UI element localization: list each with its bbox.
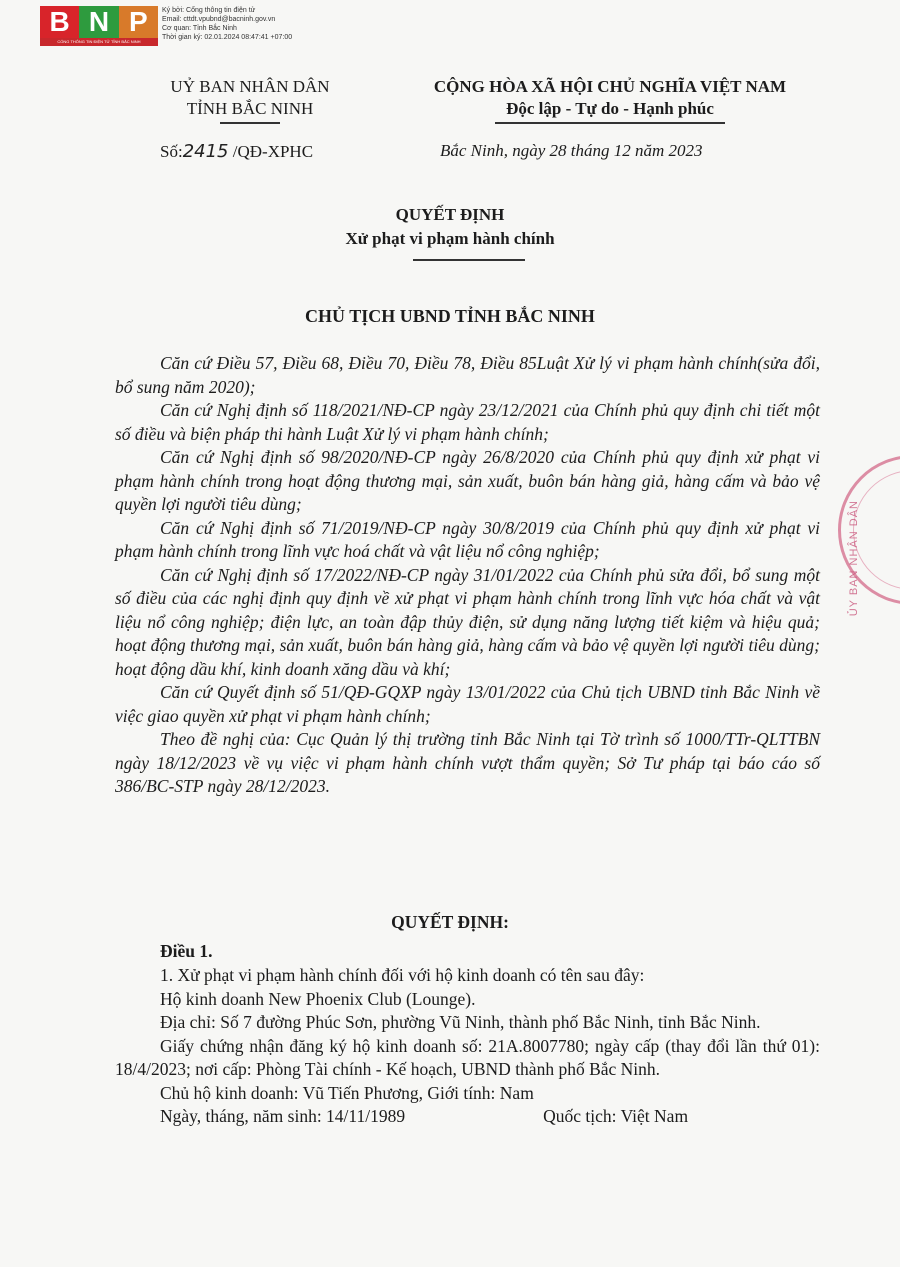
sign-time: Thời gian ký: 02.01.2024 08:47:41 +07:00 <box>162 34 293 41</box>
number-handwritten: 2415 <box>182 141 229 162</box>
legal-bases <box>115 352 820 799</box>
signer-email: Email: cttdt.vpubnd@bacninh.gov.vn <box>162 16 276 23</box>
motto: Độc lập - Tự do - Hạnh phúc <box>506 99 714 118</box>
signature-info <box>162 6 292 42</box>
article-heading: Điều 1. <box>160 941 213 961</box>
legal-basis: Theo đề nghị của: Cục Quản lý thị trường tỉnh Bắc Ninh tại Tờ trình số 1000/TTr-QLTTBN ngày 18/12/2023 về vụ việc vi phạm hành chính vượt thẩm quyền; Sở Tư pháp tại báo cáo số 386/BC-STP ngày 28/12/2023. <box>115 729 820 796</box>
digital-signature-box <box>40 6 292 46</box>
logo-letter-b: B <box>40 6 79 38</box>
document-number <box>160 141 313 162</box>
signer-agency: Cơ quan: Tỉnh Bắc Ninh <box>162 25 237 32</box>
bnp-logo <box>40 6 158 46</box>
divider <box>413 259 525 261</box>
owner-nationality: Quốc tịch: Việt Nam <box>543 1106 689 1126</box>
business-name: Hộ kinh doanh New Phoenix Club (Lounge). <box>160 988 476 1009</box>
owner-dob: Ngày, tháng, năm sinh: 14/11/1989 <box>160 1106 406 1126</box>
issuing-authority <box>145 76 355 124</box>
decision-heading: QUYẾT ĐỊNH: <box>391 912 509 932</box>
document-subtitle: Xử phạt vi phạm hành chính <box>345 229 555 248</box>
logo-strip: CỔNG THÔNG TIN ĐIỆN TỬ TỈNH BẮC NINH <box>40 38 158 46</box>
number-suffix: /QĐ-XPHC <box>228 142 314 161</box>
legal-basis: Căn cứ Nghị định số 17/2022/NĐ-CP ngày 31/01/2022 của Chính phủ sửa đổi, bổ sung một số điều của các nghị định quy định về xử phạt vi phạm hành chính trong lĩnh vực hóa chất và vật liệu nổ công nghiệp; điện lực, an toàn đập thủy điện, sử dụng năng lượng tiết kiệm và hiệu quả; hoạt động thương mại, sản xuất, buôn bán hàng giả, hàng cấm và bảo vệ quyền lợi người tiêu dùng; hoạt động dầu khí, kinh doanh xăng dầu và khí; <box>115 564 820 679</box>
national-motto <box>400 76 820 124</box>
signed-by: Ký bởi: Cổng thông tin điện tử <box>162 7 256 14</box>
number-prefix: Số: <box>160 142 183 161</box>
logo-letter-p: P <box>119 6 158 38</box>
owner-details <box>115 1105 820 1129</box>
legal-basis: Căn cứ Nghị định số 98/2020/NĐ-CP ngày 26/8/2020 của Chính phủ quy định xử phạt vi phạm hành chính trong hoạt động thương mại, sản xuất, buôn bán hàng giả, hàng cấm và bảo vệ quyền lợi người tiêu dùng; <box>115 447 820 514</box>
divider <box>495 122 725 124</box>
document-title: QUYẾT ĐỊNH <box>395 205 505 224</box>
authority-line2: TỈNH BẮC NINH <box>186 99 314 118</box>
document-date: Bắc Ninh, ngày 28 tháng 12 năm 2023 <box>440 141 703 160</box>
article-body <box>115 964 820 1129</box>
divider <box>220 122 280 124</box>
article-line: 1. Xử phạt vi phạm hành chính đối với hộ kinh doanh có tên sau đây: <box>160 965 645 985</box>
logo-letter-n: N <box>79 6 118 38</box>
legal-basis: Căn cứ Nghị định số 118/2021/NĐ-CP ngày 23/12/2021 của Chính phủ quy định chi tiết một số điều và biện pháp thi hành Luật Xử lý vi phạm hành chính; <box>115 400 820 444</box>
authority-heading: CHỦ TỊCH UBND TỈNH BẮC NINH <box>305 306 595 326</box>
business-owner: Chủ hộ kinh doanh: Vũ Tiến Phương, Giới tính: Nam <box>160 1082 534 1103</box>
legal-basis: Căn cứ Nghị định số 71/2019/NĐ-CP ngày 30/8/2019 của Chính phủ quy định xử phạt vi phạm hành chính trong lĩnh vực hoá chất và vật liệu nổ công nghiệp; <box>115 517 820 561</box>
business-address: Địa chỉ: Số 7 đường Phúc Sơn, phường Vũ Ninh, thành phố Bắc Ninh, tỉnh Bắc Ninh. <box>160 1012 761 1032</box>
country-name: CỘNG HÒA XÃ HỘI CHỦ NGHĨA VIỆT NAM <box>433 77 787 96</box>
business-license: Giấy chứng nhận đăng ký hộ kinh doanh số: 21A.8007780; ngày cấp (thay đổi lần thứ 01): 18/4/2023; nơi cấp: Phòng Tài chính - Kế hoạch, UBND thành phố Bắc Ninh. <box>115 1035 820 1079</box>
legal-basis: Căn cứ Điều 57, Điều 68, Điều 70, Điều 78, Điều 85Luật Xử lý vi phạm hành chính(sửa đổi, bổ sung năm 2020); <box>115 353 820 397</box>
authority-line1: UỶ BAN NHÂN DÂN <box>170 77 330 96</box>
legal-basis: Căn cứ Quyết định số 51/QĐ-GQXP ngày 13/01/2022 của Chủ tịch UBND tỉnh Bắc Ninh về việc giao quyền xử phạt vi phạm hành chính; <box>115 682 820 726</box>
seal-text: ỦY BAN NHÂN DÂN <box>848 500 860 617</box>
